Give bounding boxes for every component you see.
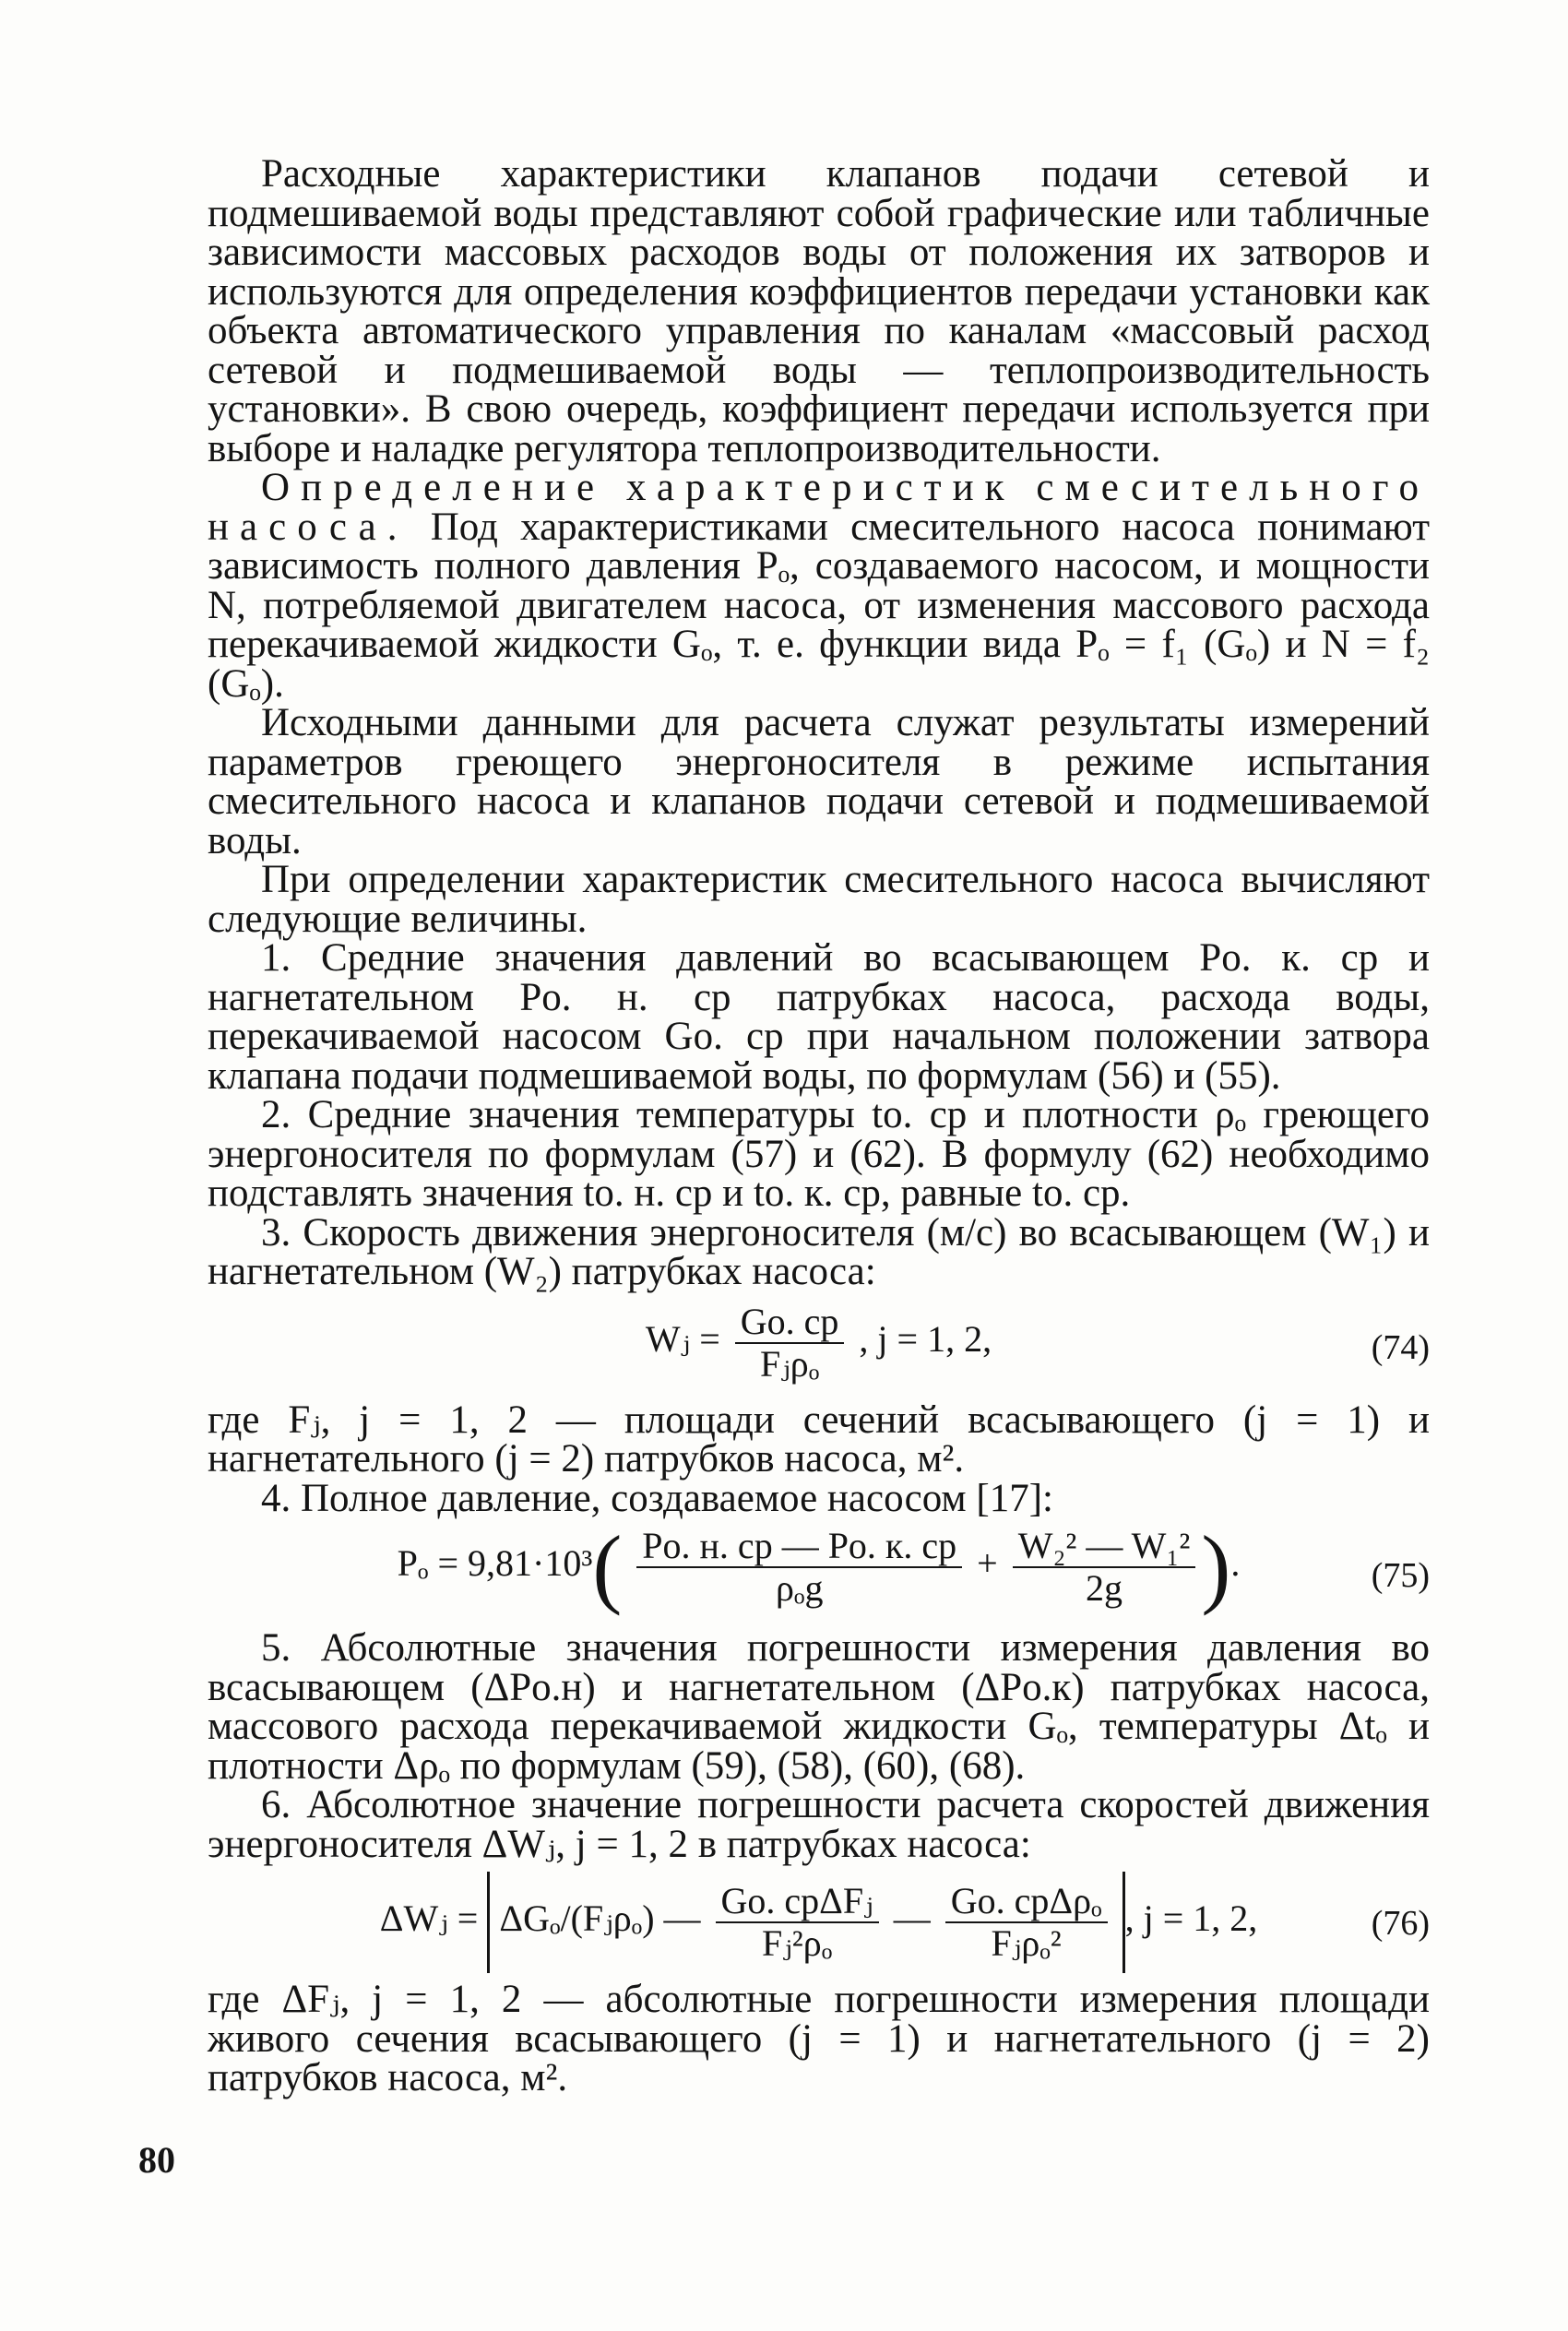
paragraph-valve-characteristics: Расходные характеристики клапанов подачи сетевой и подмешиваемой воды представляют собой графические или табличные зависимости массовых расходов воды от положения их затворов и используются для определения коэффициентов передачи установки как объекта автоматического управления по каналам «массовый расход сетевой и подмешиваемой воды — теплопроизводительность установки». В свою очередь, коэффициент передачи используется при выборе и наладке регулятора теплопроизводительности. [208,152,1430,470]
equation-76-numerator-2: Gо. срΔρₒ [945,1881,1108,1923]
paragraph-pump-characteristics-text: Под характеристиками смесительного насоса понимают зависимость полного давления Pₒ, создаваемого насосом, и мощности N, потребляемой двигателем насоса, от изменения массового расхода перекачиваемой жидкости Gₒ, т. е. функции вида Pₒ = f₁ (Gₒ) и N = f₂ (Gₒ). [208,505,1430,706]
equation-76-tail: , j = 1, 2, [1124,1897,1258,1940]
list-item-6: 6. Абсолютное значение погрешности расчета скоростей движения энергоносителя ΔWⱼ, j = 1, 2 в патрубках насоса: [208,1783,1430,1866]
equation-76-lhs: ΔWⱼ = [379,1897,479,1940]
equation-75-denominator-1: ρₒg [775,1567,824,1609]
equation-76-term-1: ΔGₒ/(Fⱼρₒ) — [499,1897,701,1940]
abs-bar-left [487,1872,490,1973]
list-item-5: 5. Абсолютные значения погрешности измерения давления во всасывающем (ΔPо.н) и нагнетательном (ΔPо.к) патрубках насоса, массового расхода перекачиваемой жидкости Gₒ, температуры Δtₒ и плотности Δρₒ по формулам (59), (58), (60), (68). [208,1626,1430,1788]
list-item-2: 2. Средние значения температуры tо. ср и плотности ρₒ греющего энергоносителя по формулам (57) и (62). В формулу (62) необходимо подставлять значения tо. н. ср и tо. к. ср, равные tо. ср. [208,1093,1430,1215]
equation-75: Pₒ = 9,81·10³( $\frac{Pо. н. ср — Pо. к. ср}{\text{ρₒg}}$ + $\frac{\text{W₂² — W₁²}}{2g}$ ). (75) [397,1517,1430,1616]
list-item-1: 1. Средние значения давлений во всасывающем Pо. к. ср и нагнетательном Pо. н. ср патрубках насоса, расхода воды, перекачиваемой насосом Gо. ср при начальном положении затвора клапана подачи подмешиваемой воды, по формулам (56) и (55). [208,936,1430,1098]
equation-76-minus: — [893,1897,931,1940]
equation-76-denominator-1: Fⱼ²ρₒ [761,1922,833,1964]
equation-75-fraction-2 [1013,1526,1196,1609]
paragraph-area-errors: где ΔFⱼ, j = 1, 2 — абсолютные погрешности измерения площади живого сечения всасывающего (j = 1) и нагнетательного (j = 2) патрубков насоса, м². [208,1978,1430,2099]
equation-75-fraction-1 [636,1526,962,1609]
page-number: 80 [138,2139,175,2181]
equation-76-denominator-2: Fⱼρₒ² [991,1922,1062,1964]
equation-75-denominator-2: 2g [1086,1567,1123,1609]
list-item-3: 3. Скорость движения энергоносителя (м/с) во всасывающем (W₁) и нагнетательном (W₂) патрубках насоса: [208,1210,1430,1293]
equation-75-numerator-2: W₂² — W₁² [1013,1526,1196,1568]
equation-74-fraction [735,1302,845,1385]
paragraph-pump-characteristics [208,466,1430,706]
equation-74-numerator: Gо. ср [735,1302,845,1344]
equation-74-lhs: Wⱼ = [645,1317,720,1360]
paragraph-source-data: Исходными данными для расчета служат результаты измерений параметров греющего энергоносителя в режиме испытания смесительного насоса и клапанов подачи сетевой и подмешиваемой воды. [208,701,1430,862]
equation-76-fraction-2 [945,1881,1108,1964]
equation-75-number: (75) [1371,1556,1430,1595]
left-paren: ( [592,1517,623,1616]
equation-75-numerator-1: Pо. н. ср — Pо. к. ср [636,1526,962,1568]
paragraph-computed-values: При определении характеристик смесительного насоса вычисляют следующие величины. [208,858,1430,941]
list-item-4: 4. Полное давление, создаваемое насосом [17]: [261,1476,1053,1520]
equation-74 [208,1292,1430,1401]
equation-76-fraction-1 [716,1881,879,1964]
right-paren: ) [1201,1517,1231,1616]
text-column [208,152,1430,2099]
section-heading-inline: Определение характеристик смесительного насоса. [208,466,1430,549]
equation-76 [208,1864,1430,1980]
equation-74-denominator: Fⱼρₒ [759,1342,820,1385]
equation-75-plus: + [977,1542,998,1585]
equation-76-number: (76) [1371,1904,1430,1943]
paragraph-section-areas: где Fⱼ, j = 1, 2 — площади сечений всасывающего (j = 1) и нагнетательного (j = 2) патрубков насоса, м². [208,1397,1430,1481]
equation-74-tail: , j = 1, 2, [859,1317,992,1360]
equation-75-lhs: Pₒ = 9,81·10³ [397,1542,593,1585]
equation-76-numerator-1: Gо. срΔFⱼ [716,1881,879,1923]
equation-74-number: (74) [1371,1327,1430,1367]
